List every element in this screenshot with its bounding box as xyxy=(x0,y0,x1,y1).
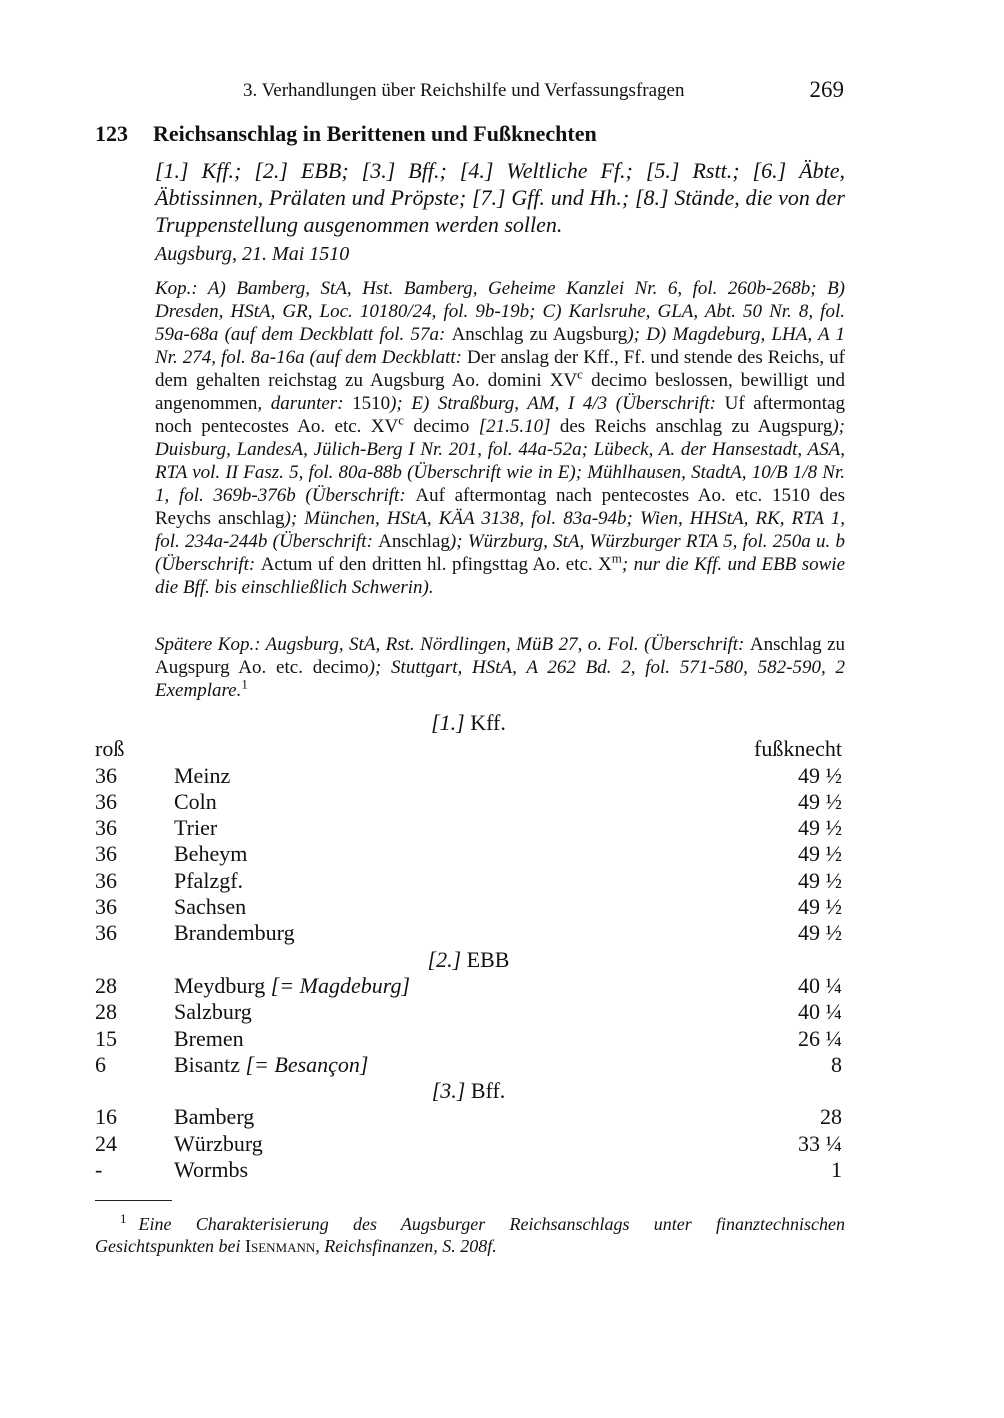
estate-name xyxy=(174,815,217,841)
ross-value: 6 xyxy=(95,1051,106,1077)
table-row xyxy=(95,1157,842,1183)
source-segment: ); Würzburg, StA, Würzburger RTA 5, fol. 250a u. b (Überschrift: xyxy=(155,531,845,575)
contents-summary: [1.] Kff.; [2.] EBB; [3.] Bff.; [4.] Weltliche Ff.; [5.] Rstt.; [6.] Äbte, Äbtissinnen, Prälaten und Pröpste; [7.] Gff. und Hh.; [8.] Stände, die von der Truppenstellung ausgenommen werden sollen. xyxy=(155,158,845,237)
ross-value: 36 xyxy=(95,815,117,841)
group-number: [1.] xyxy=(431,710,465,735)
page-number: 269 xyxy=(809,77,844,102)
estate-name xyxy=(174,973,410,999)
source-segment: Anschlag zu Augsburg xyxy=(451,324,628,345)
source-segment: 1510 xyxy=(352,393,391,414)
editorial-note: [= Magdeburg] xyxy=(270,972,411,998)
footnote-text-a: Eine Charakterisierung des Augsburger Reichsanschlags unter finanztechnischen Gesichtspunkten bei xyxy=(95,1214,845,1256)
fussknecht-value: 26 ¼ xyxy=(798,1025,842,1051)
document-title: Reichsanschlag in Berittenen und Fußknechten xyxy=(153,121,597,146)
table-row xyxy=(95,763,842,789)
estate-name xyxy=(174,1131,263,1157)
estate-label: Pfalzgf. xyxy=(174,867,244,893)
document-heading xyxy=(95,121,597,147)
later-copy-segment: ); Stuttgart, HStA, A 262 Bd. 2, fol. 571-580, 582-590, 2 Exemplare. xyxy=(155,657,845,701)
table-row xyxy=(95,894,842,920)
fussknecht-value: 40 ¼ xyxy=(798,999,842,1025)
ross-value: 16 xyxy=(95,1104,117,1130)
table-row xyxy=(95,1104,842,1130)
later-copy-segment: Anschlag zu Augspurg Ao. etc. decimo xyxy=(155,634,845,678)
source-segment: ); Duisburg, LandesA, Jülich-Berg I Nr. 201, fol. 44a-52a; Lübeck, A. der Hansestadt, ASA, RTA vol. II Fasz. 5, fol. 80a-88b (Überschrift wie in E); Mühlhausen, StadtA, 10/B 1/8 Nr. 1, fol. 369b-376b (Überschrift: xyxy=(155,416,845,506)
source-segment: Uf aftermontag noch pentecostes Ao. etc. XV xyxy=(155,393,846,437)
source-segment: ); D) Magdeburg, LHA, A 1 Nr. 274, fol. 8a-16a (auf dem Deckblatt: xyxy=(155,324,846,368)
estate-name xyxy=(174,1052,369,1078)
estate-label: Trier xyxy=(174,815,218,841)
estate-label: Würzburg xyxy=(174,1130,263,1156)
table-row xyxy=(95,841,842,867)
group-heading xyxy=(95,710,842,736)
ross-value: 36 xyxy=(95,920,117,946)
table-row xyxy=(95,789,842,815)
group-number: [3.] xyxy=(431,1078,466,1104)
footnote-author: Isenmann xyxy=(244,1236,316,1256)
estate-label: Meydburg xyxy=(174,972,266,998)
estate-name xyxy=(174,763,230,789)
fussknecht-value: 1 xyxy=(831,1157,842,1183)
estate-name xyxy=(174,868,243,894)
group-heading xyxy=(95,947,842,973)
fussknecht-value: 49 ½ xyxy=(798,762,842,788)
table-row xyxy=(95,1052,842,1078)
fussknecht-value: 49 ½ xyxy=(798,920,842,946)
estate-name xyxy=(174,1104,254,1130)
source-segment: Der anslag der Kff., Ff. und stende des Reichs, uf dem gehalten reichstag zu Augsburg Ao. domini XV xyxy=(155,347,845,391)
table-row xyxy=(95,920,842,946)
fussknecht-value: 33 ¼ xyxy=(798,1130,842,1156)
source-segment: Auf aftermontag nach pentecostes Ao. etc. 1510 des Reychs anschlag xyxy=(155,485,845,529)
estate-label: Beheym xyxy=(174,841,248,867)
source-segment: ); E) Straßburg, AM, I 4/3 (Überschrift: xyxy=(390,393,725,414)
source-segment: m xyxy=(611,550,622,566)
table-row xyxy=(95,868,842,894)
source-segment: Anschlag xyxy=(378,531,450,552)
group-heading xyxy=(95,1078,842,1104)
estate-label: Wormbs xyxy=(174,1157,249,1183)
later-copy-segment: 1 xyxy=(241,676,248,692)
source-segment: decimo beslossen, bewilligt und angenommen xyxy=(155,370,845,414)
estate-label: Sachsen xyxy=(174,894,247,920)
table-row xyxy=(95,973,842,999)
footnote-text-b: , Reichsfinanzen, S. 208f. xyxy=(315,1236,497,1256)
source-segment: , darunter: xyxy=(257,393,353,414)
source-references xyxy=(155,277,845,599)
ross-value: 36 xyxy=(95,841,117,867)
fussknecht-value: 28 xyxy=(820,1104,842,1130)
fussknecht-value: 49 ½ xyxy=(798,841,842,867)
column-header-ross: roß xyxy=(95,736,125,762)
fussknecht-value: 49 ½ xyxy=(798,788,842,814)
estate-name xyxy=(174,789,217,815)
ross-value: 36 xyxy=(95,788,117,814)
fussknecht-value: 8 xyxy=(831,1051,842,1077)
ross-value: 36 xyxy=(95,867,117,893)
fussknecht-value: 49 ½ xyxy=(798,815,842,841)
group-name: EBB xyxy=(466,946,510,972)
later-copy-segment: Spätere Kop.: Augsburg, StA, Rst. Nördlingen, MüB 27, o. Fol. (Überschrift: xyxy=(155,634,750,655)
source-segment: Actum uf den dritten hl. pfingsttag Ao. etc. X xyxy=(260,554,612,575)
fussknecht-value: 49 ½ xyxy=(798,894,842,920)
source-segment: [21.5.10] xyxy=(478,416,551,437)
estate-label: Coln xyxy=(174,788,217,814)
estate-label: Salzburg xyxy=(174,999,252,1025)
estate-name xyxy=(174,999,252,1025)
estate-name xyxy=(174,1157,248,1183)
group-name: Kff. xyxy=(470,710,506,735)
source-segment: des Reichs anschlag zu Augspurg xyxy=(550,416,833,437)
source-segment: decimo xyxy=(404,416,479,437)
estate-label: Brandemburg xyxy=(174,920,295,946)
table-row xyxy=(95,999,842,1025)
table-row xyxy=(95,1131,842,1157)
estate-name xyxy=(174,920,295,946)
ross-value: - xyxy=(95,1157,103,1183)
fussknecht-value: 49 ½ xyxy=(798,867,842,893)
document-number: 123 xyxy=(95,121,128,146)
fussknecht-value: 40 ¼ xyxy=(798,972,842,998)
later-copies xyxy=(155,633,845,702)
source-segment: ); München, HStA, KÄA 3138, fol. 83a-94b; Wien, HHStA, RK, RTA 1, fol. 234a-244b (Überschrift: xyxy=(155,508,845,552)
column-headers xyxy=(95,736,842,762)
estate-name xyxy=(174,841,247,867)
ross-value: 28 xyxy=(95,999,117,1025)
source-segment: c xyxy=(577,366,583,382)
ross-value: 24 xyxy=(95,1130,117,1156)
source-segment: ; nur die Kff. und EBB sowie die Bff. bis einschließlich Schwerin). xyxy=(155,554,845,598)
group-name: Bff. xyxy=(470,1078,506,1104)
editorial-note: [= Besançon] xyxy=(245,1051,369,1077)
footnote-mark: 1 xyxy=(120,1211,127,1226)
table-row xyxy=(95,815,842,841)
estate-label: Bremen xyxy=(174,1025,244,1051)
ross-value: 36 xyxy=(95,894,117,920)
column-header-fussknecht: fußknecht xyxy=(754,736,842,762)
footnote-rule xyxy=(95,1200,172,1201)
estate-name xyxy=(174,1026,244,1052)
source-segment: c xyxy=(398,412,405,428)
contribution-table xyxy=(95,710,842,1183)
estate-label: Bisantz xyxy=(174,1051,240,1077)
estate-name xyxy=(174,894,246,920)
group-number: [2.] xyxy=(427,946,462,972)
source-segment: Kop.: A) Bamberg, StA, Hst. Bamberg, Geheime Kanzlei Nr. 6, fol. 260b-268b; B) Dresden, HStA, GR, Loc. 10180/24, fol. 9b-19b; C) Karlsruhe, GLA, Abt. 50 Nr. 8, fol. 59a-68a (auf dem Deckblatt fol. 57a: xyxy=(155,278,845,345)
table-row xyxy=(95,1026,842,1052)
ross-value: 15 xyxy=(95,1025,117,1051)
dateline: Augsburg, 21. Mai 1510 xyxy=(155,243,350,265)
ross-value: 36 xyxy=(95,762,117,788)
ross-value: 28 xyxy=(95,972,117,998)
estate-label: Meinz xyxy=(174,762,231,788)
footnote xyxy=(95,1208,845,1257)
running-title: 3. Verhandlungen über Reichshilfe und Verfassungsfragen xyxy=(243,80,685,101)
estate-label: Bamberg xyxy=(174,1104,255,1130)
